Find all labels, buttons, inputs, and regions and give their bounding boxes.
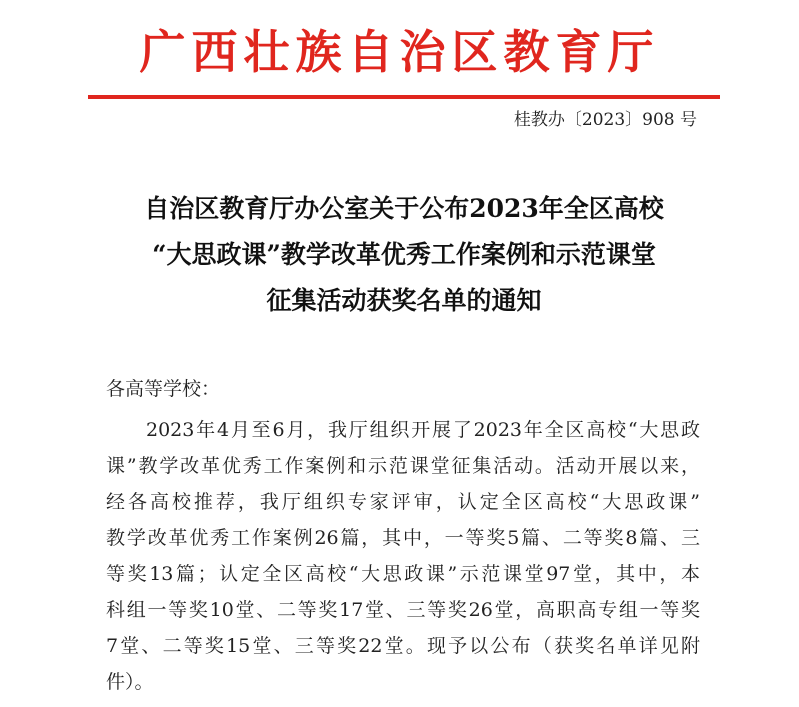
title-line: 自治区教育厅办公室关于公布2023年全区高校 — [144, 194, 664, 223]
paragraph-line: 2023年4月至6月，我厅组织开展了2023年全区高校“大思政 — [146, 419, 700, 441]
document-number: 桂教办〔2023〕908 号 — [513, 110, 697, 130]
letterhead-red-rule — [88, 95, 720, 99]
title-line: 征集活动获奖名单的通知 — [266, 286, 542, 315]
paragraph-line: 7堂、二等奖15堂、三等奖22堂。现予以公布（获奖名单详见附 — [106, 635, 700, 657]
paragraph-line: 件）。 — [106, 671, 154, 693]
salutation: 各高等学校： — [106, 378, 221, 400]
letterhead-organization: 广西壮族自治区教育厅 — [139, 25, 660, 79]
paragraph-line: 课”教学改革优秀工作案例和示范课堂征集活动。活动开展以来， — [106, 455, 700, 477]
title-line: “大思政课”教学改革优秀工作案例和示范课堂 — [152, 240, 656, 269]
paragraph-line: 等奖13篇；认定全区高校“大思政课”示范课堂97堂，其中，本 — [106, 563, 700, 585]
body-paragraph — [106, 412, 700, 700]
document-title — [88, 186, 720, 324]
paragraph-line: 科组一等奖10堂、二等奖17堂、三等奖26堂，高职高专组一等奖 — [106, 599, 700, 621]
paragraph-line: 经各高校推荐，我厅组织专家评审，认定全区高校“大思政课” — [106, 491, 700, 513]
paragraph-line: 教学改革优秀工作案例26篇，其中，一等奖5篇、二等奖8篇、三 — [106, 527, 700, 549]
